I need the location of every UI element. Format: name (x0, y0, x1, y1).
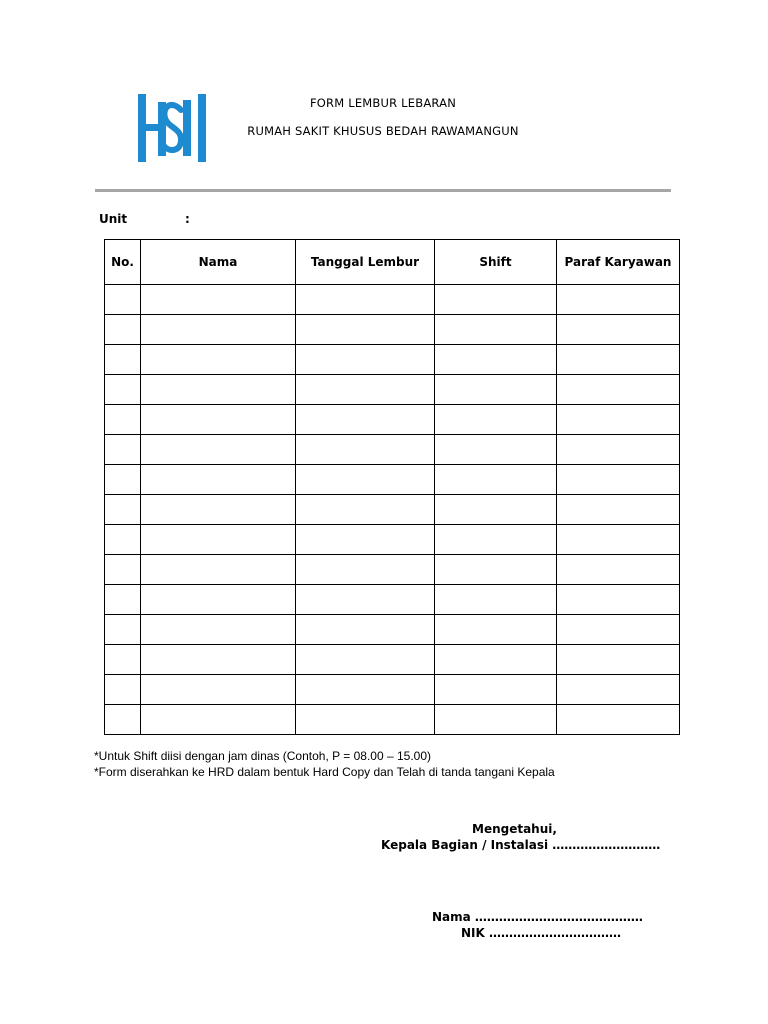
table-row (105, 585, 680, 615)
overtime-table (104, 239, 680, 735)
cell-tanggal-lembur[interactable] (296, 525, 435, 555)
cell-no[interactable] (105, 585, 141, 615)
cell-nama[interactable] (141, 495, 296, 525)
cell-tanggal-lembur[interactable] (296, 615, 435, 645)
cell-shift[interactable] (435, 435, 557, 465)
cell-paraf[interactable] (557, 435, 680, 465)
cell-nama[interactable] (141, 705, 296, 735)
table-row (105, 435, 680, 465)
cell-no[interactable] (105, 285, 141, 315)
cell-paraf[interactable] (557, 405, 680, 435)
cell-nama[interactable] (141, 285, 296, 315)
cell-paraf[interactable] (557, 345, 680, 375)
cell-nama[interactable] (141, 585, 296, 615)
cell-tanggal-lembur[interactable] (296, 315, 435, 345)
cell-no[interactable] (105, 405, 141, 435)
cell-tanggal-lembur[interactable] (296, 495, 435, 525)
form-title: FORM LEMBUR LEBARAN (309, 96, 456, 110)
cell-shift[interactable] (435, 645, 557, 675)
table-row (105, 465, 680, 495)
cell-paraf[interactable] (557, 675, 680, 705)
cell-paraf[interactable] (557, 555, 680, 585)
cell-no[interactable] (105, 615, 141, 645)
cell-shift[interactable] (435, 495, 557, 525)
cell-tanggal-lembur[interactable] (296, 345, 435, 375)
note-shift: *Untuk Shift diisi dengan jam dinas (Contoh, P = 08.00 – 15.00) (94, 749, 431, 763)
table-row (105, 375, 680, 405)
cell-tanggal-lembur[interactable] (296, 585, 435, 615)
cell-nama[interactable] (141, 645, 296, 675)
table-row (105, 645, 680, 675)
table-header-row (105, 240, 680, 285)
cell-paraf[interactable] (557, 645, 680, 675)
cell-no[interactable] (105, 705, 141, 735)
header-no: No. (105, 240, 141, 285)
cell-paraf[interactable] (557, 315, 680, 345)
cell-no[interactable] (105, 465, 141, 495)
cell-tanggal-lembur[interactable] (296, 285, 435, 315)
table-row (105, 315, 680, 345)
cell-nama[interactable] (141, 315, 296, 345)
hospital-logo (138, 94, 206, 162)
cell-shift[interactable] (435, 405, 557, 435)
header-shift: Shift (435, 240, 557, 285)
table-row (105, 495, 680, 525)
cell-paraf[interactable] (557, 705, 680, 735)
cell-nama[interactable] (141, 465, 296, 495)
cell-shift[interactable] (435, 285, 557, 315)
cell-tanggal-lembur[interactable] (296, 465, 435, 495)
cell-no[interactable] (105, 555, 141, 585)
cell-paraf[interactable] (557, 495, 680, 525)
cell-no[interactable] (105, 525, 141, 555)
table-row (105, 705, 680, 735)
cell-tanggal-lembur[interactable] (296, 645, 435, 675)
cell-nama[interactable] (141, 375, 296, 405)
table-row (105, 405, 680, 435)
cell-shift[interactable] (435, 465, 557, 495)
cell-no[interactable] (105, 375, 141, 405)
cell-shift[interactable] (435, 675, 557, 705)
cell-shift[interactable] (435, 345, 557, 375)
table-row (105, 555, 680, 585)
cell-tanggal-lembur[interactable] (296, 555, 435, 585)
cell-paraf[interactable] (557, 525, 680, 555)
cell-shift[interactable] (435, 585, 557, 615)
cell-nama[interactable] (141, 555, 296, 585)
cell-shift[interactable] (435, 375, 557, 405)
cell-tanggal-lembur[interactable] (296, 375, 435, 405)
cell-no[interactable] (105, 645, 141, 675)
table-row (105, 285, 680, 315)
cell-nama[interactable] (141, 435, 296, 465)
header-nama: Nama (141, 240, 296, 285)
position-line: Kepala Bagian / Instalasi ……………………… (381, 838, 661, 852)
header-tanggal-lembur: Tanggal Lembur (296, 240, 435, 285)
cell-shift[interactable] (435, 525, 557, 555)
cell-shift[interactable] (435, 705, 557, 735)
cell-paraf[interactable] (557, 285, 680, 315)
unit-label: Unit (99, 212, 128, 226)
cell-shift[interactable] (435, 555, 557, 585)
cell-nama[interactable] (141, 675, 296, 705)
notes (94, 748, 555, 780)
cell-nama[interactable] (141, 615, 296, 645)
hospital-name: RUMAH SAKIT KHUSUS BEDAH RAWAMANGUN (247, 124, 519, 138)
nik-line: NIK …………………………… (461, 926, 621, 940)
table-row (105, 525, 680, 555)
cell-no[interactable] (105, 435, 141, 465)
unit-colon: : (185, 212, 190, 226)
cell-nama[interactable] (141, 525, 296, 555)
cell-tanggal-lembur[interactable] (296, 405, 435, 435)
cell-tanggal-lembur[interactable] (296, 675, 435, 705)
header-divider (95, 189, 671, 192)
name-line: Nama …………………………………… (432, 910, 643, 924)
cell-paraf[interactable] (557, 615, 680, 645)
cell-paraf[interactable] (557, 465, 680, 495)
table-row (105, 345, 680, 375)
cell-no[interactable] (105, 495, 141, 525)
cell-shift[interactable] (435, 615, 557, 645)
cell-no[interactable] (105, 345, 141, 375)
table-row (105, 615, 680, 645)
header-paraf-karyawan: Paraf Karyawan (557, 240, 680, 285)
acknowledged-label: Mengetahui, (472, 822, 557, 836)
cell-no[interactable] (105, 675, 141, 705)
cell-nama[interactable] (141, 405, 296, 435)
cell-tanggal-lembur[interactable] (296, 435, 435, 465)
cell-paraf[interactable] (557, 375, 680, 405)
cell-tanggal-lembur[interactable] (296, 705, 435, 735)
table-row (105, 675, 680, 705)
cell-paraf[interactable] (557, 585, 680, 615)
cell-no[interactable] (105, 315, 141, 345)
cell-nama[interactable] (141, 345, 296, 375)
cell-shift[interactable] (435, 315, 557, 345)
note-submission: *Form diserahkan ke HRD dalam bentuk Hard Copy dan Telah di tanda tangani Kepala (94, 765, 555, 779)
